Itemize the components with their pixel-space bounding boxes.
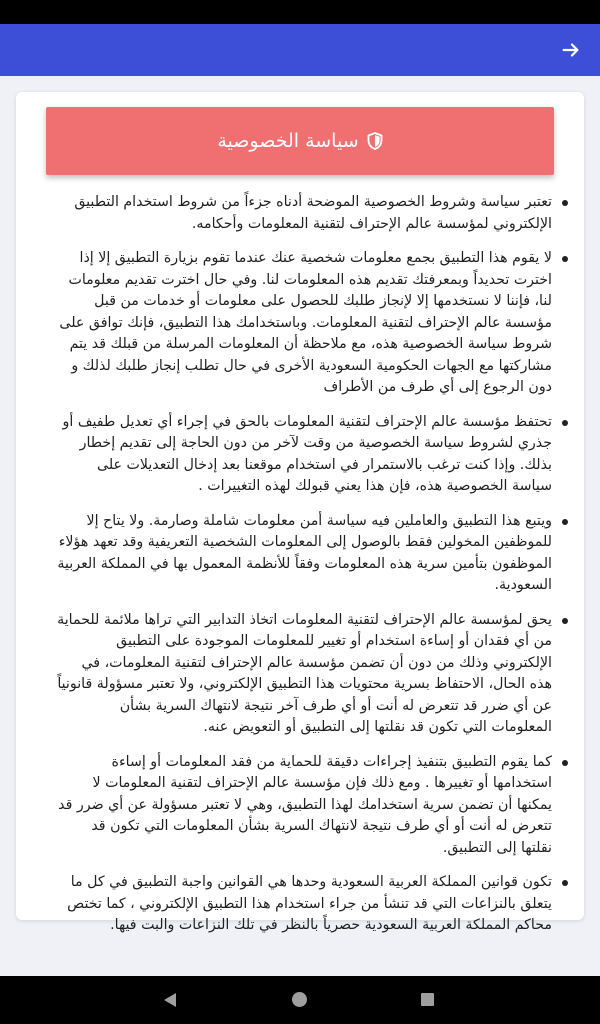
- page-title: سياسة الخصوصية: [217, 130, 359, 152]
- bullet-icon: [562, 200, 568, 206]
- policy-text: يحق لمؤسسة عالم الإحتراف لتقنية المعلومات اتخاذ التدابير التي تراها ملائمة للحماية من أي فقدان أو إساءة استخدام أو تغيير للمعلومات الموجودة على التطبيق الإلكتروني وذلك من دون أن تضمن مؤسسة عالم الإحتراف لتقنية المعلومات، في هذه الحال، الاحتفاظ بسرية محتويات هذا التطبيق الإلكتروني، ولا تعتبر مسؤولة قانونياً عن أي ضرر قد تتعرض له أنت أو أي طرف آخر نتيجة لانتهاك السرية بشأن المعلومات التي تكون قد نقلتها إلى التطبيق أو التعويض عنه.: [57, 611, 552, 735]
- arrow-right-icon: [560, 39, 582, 61]
- policy-item: [56, 192, 570, 235]
- nav-home-circle-icon[interactable]: [292, 992, 307, 1007]
- policy-text: ويتبع هذا التطبيق والعاملين فيه سياسة أمن معلومات شاملة وصارمة. ولا يتاح إلا للموظفين المخولين فقط بالوصول إلى المعلومات الشخصية التعريفية وقد تعهد هؤلاء الموظفون بتأمين سرية هذه المعلومات وفقاً للأنظمة المعمول بها في المملكة العربية السعودية.: [57, 512, 552, 593]
- policy-text: تكون قوانين المملكة العربية السعودية وحدها هي القوانين واجبة التطبيق في كل ما يتعلق بالنزاعات التي قد تنشأ من جراء استخدام هذا التطبيق الإلكتروني ، كما تختص محاكم المملكة العربية السعودية حصرياً بالنظر في تلك النزاعات والبت فيها.: [67, 874, 552, 933]
- back-button[interactable]: [556, 35, 586, 65]
- nav-back-triangle-icon[interactable]: [163, 992, 177, 1008]
- policy-list: [56, 192, 570, 950]
- bullet-icon: [562, 618, 568, 624]
- policy-item: [56, 752, 570, 860]
- policy-item: [56, 248, 570, 399]
- policy-item: [56, 511, 570, 597]
- bullet-icon: [562, 760, 568, 766]
- nav-recent-square-icon[interactable]: [421, 993, 434, 1006]
- bullet-icon: [562, 519, 568, 525]
- policy-text: تعتبر سياسة وشروط الخصوصية الموضحة أدناه جزءاً من شروط استخدام التطبيق الإلكتروني لمؤسسة عالم الإحتراف لتقنية المعلومات وأحكامه.: [74, 194, 552, 232]
- navigation-bar: [0, 976, 600, 1024]
- title-banner: [46, 107, 554, 175]
- bullet-icon: [562, 880, 568, 886]
- bullet-icon: [562, 420, 568, 426]
- app-bar: [0, 24, 600, 76]
- policy-text: كما يقوم التطبيق بتنفيذ إجراءات دقيقة للحماية من فقد المعلومات أو إساءة استخدامها أو تغييرها . ومع ذلك فإن مؤسسة عالم الإحتراف لتقنية المعلومات لا يمكنها أن تضمن سرية استخدامك لهذا التطبيق، وهي لا تعتبر مسؤولة عن أي ضرر قد تتعرض له أنت أو أي طرف نتيجة لانتهاك السرية بشأن المعلومات التي تكون قد نقلتها إلى التطبيق.: [58, 753, 552, 856]
- policy-text: تحتفظ مؤسسة عالم الإحتراف لتقنية المعلومات بالحق في إجراء أي تعديل طفيف أو جذري لشروط سياسة الخصوصية من وقت لآخر من دون الحاجة إلى تقديم إخطار بذلك. وإذا كنت ترغب بالاستمرار في استخدام موقعنا بعد إدخال التعديلات على سياسة الخصوصية هذه، فإن هذا يعني قبولك لهذه التغييرات .: [62, 413, 552, 494]
- policy-item: [56, 610, 570, 739]
- policy-text: لا يقوم هذا التطبيق بجمع معلومات شخصية عنك عندما تقوم بزيارة التطبيق إلا إذا اخترت تحديداً وبمعرفتك تقديم هذه المعلومات لنا. وفي حال اخترت تقديم معلومات لنا، فإننا لا نستخدمها إلا لإنجاز طلبك للحصول على معلومات أو خدمات من قبل مؤسسة عالم الإحتراف لتقنية المعلومات. وباستخدامك هذا التطبيق، فإنك توافق على شروط سياسة الخصوصية هذه، مع ملاحظة أن المعلومات المرسلة من قبلك قد يتم مشاركتها مع الجهات الحكومية السعودية الأخرى في حال تطلب إنجاز طلبك لذلك و دون الرجوع إلى أي طرف من الأطراف: [59, 250, 552, 395]
- policy-item: [56, 872, 570, 937]
- bullet-icon: [562, 256, 568, 262]
- status-bar: [0, 0, 600, 24]
- shield-icon: [367, 132, 383, 150]
- privacy-card: [16, 92, 584, 933]
- policy-item: [56, 412, 570, 498]
